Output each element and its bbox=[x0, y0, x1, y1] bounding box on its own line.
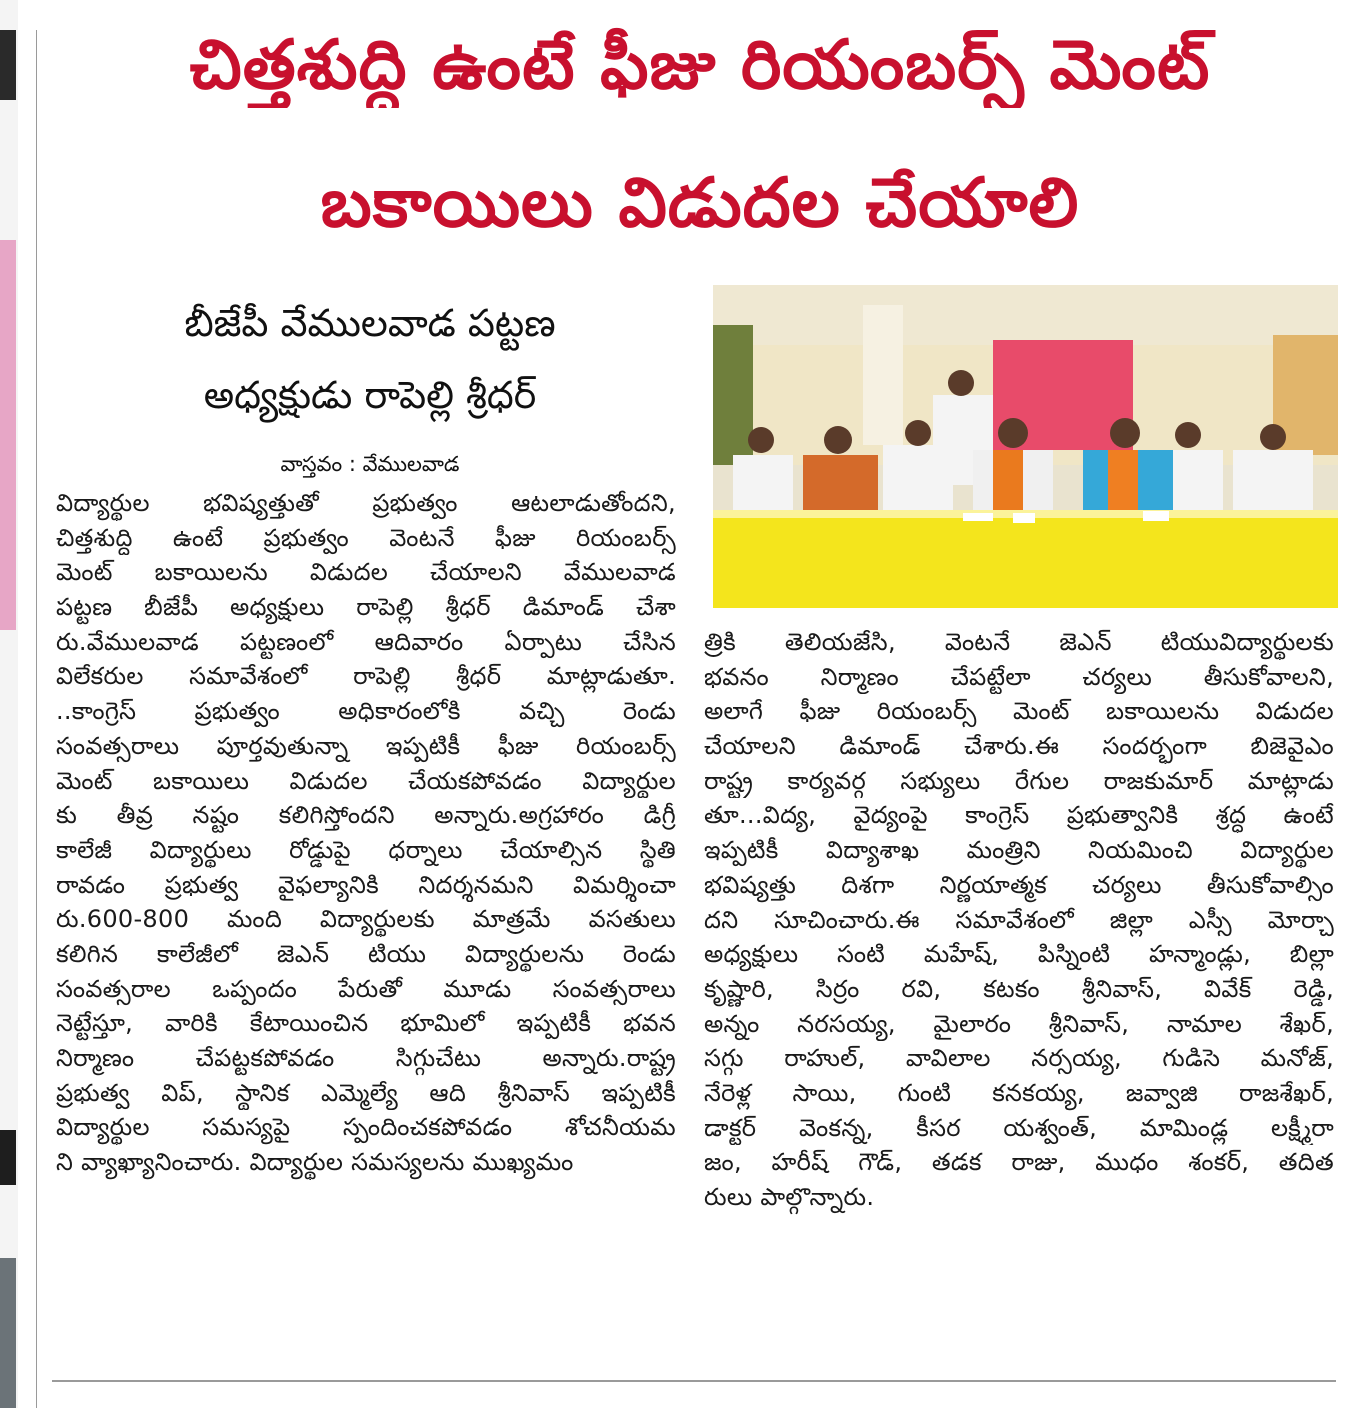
article-body-line: చిత్తశుద్ధి ఉంటే ప్రభుత్వం వెంటనే ఫీజు రియంబర్స్ bbox=[56, 523, 676, 552]
article-body-line: రు.వేములవాడ పట్టణంలో ఆదివారం ఏర్పాటు చేసిన bbox=[56, 627, 676, 656]
article-body-line: సగ్గు రాహుల్, వావిలాల నర్సయ్య, గుడిసె మనోజ్, bbox=[704, 1044, 1334, 1073]
bottom-rule bbox=[52, 1380, 1336, 1382]
article-body-line: మెంట్ బకాయిలు విడుదల చేయకపోవడం విద్యార్థుల bbox=[56, 766, 676, 795]
article-body-line: చేయాలని డిమాండ్ చేశారు.ఈ సందర్భంగా బిజెవైఎం bbox=[704, 732, 1334, 761]
article-body-line: భవిష్యత్తు దిశగా నిర్ణయాత్మక చర్యలు తీసుకోవాల్సిం bbox=[704, 870, 1334, 899]
article-body-line: రావడం ప్రభుత్వ వైఫల్యానికి నిదర్శనమని విమర్శించా bbox=[56, 870, 676, 899]
article-body-line: పట్టణ బీజేపీ అధ్యక్షులు రాపెల్లి శ్రీధర్ డిమాండ్ చేశా bbox=[56, 593, 676, 622]
adjacent-page-fragment bbox=[0, 1130, 16, 1185]
article-body-line: కాలేజీ విద్యార్థులు రోడ్డుపై ధర్నాలు చేయాల్సిన స్థితి bbox=[56, 835, 676, 864]
column-divider bbox=[36, 30, 37, 1408]
press-meet-photo-illustration bbox=[713, 285, 1338, 608]
article-body-line: విద్యార్థుల భవిష్యత్తుతో ప్రభుత్వం ఆటలాడుతోందని, bbox=[56, 489, 676, 517]
article-body-line: రు.600-800 మంది విద్యార్థులకు మాత్రమే వసతులు bbox=[56, 905, 676, 934]
article-body-line: మెంట్ బకాయిలను విడుదల చేయాలని వేములవాడ bbox=[56, 558, 676, 587]
subheadline-line-1: బీజేపీ వేములవాడ పట్టణ bbox=[184, 301, 556, 345]
article-body-line: విలేకరుల సమావేశంలో రాపెల్లి శ్రీధర్ మాట్లాడుతూ. bbox=[56, 662, 676, 691]
headline-line-1: చిత్తశుద్ధి ఉంటే ఫీజు రియంబర్స్ మెంట్ bbox=[189, 26, 1211, 105]
article-body-line: ని వ్యాఖ్యానించారు. విద్యార్థుల సమస్యలను ముఖ్యమం bbox=[56, 1148, 574, 1177]
article-body-line: అధ్యక్షులు సంటి మహేష్, పిస్నింటి హన్మాండ్లు, బిల్లా bbox=[704, 940, 1334, 969]
adjacent-page-fragment bbox=[0, 240, 16, 630]
article-body-line: తూ...విద్య, వైద్యంపై కాంగ్రెస్ ప్రభుత్వానికి శ్రద్ధ ఉంటే bbox=[704, 801, 1334, 830]
subheadline-line-2: అధ్యక్షుడు రాపెల్లి శ్రీధర్ bbox=[203, 373, 537, 417]
article-body-line: నేరెళ్ల సాయి, గుంటి కనకయ్య, జవ్వాజి రాజశేఖర్, bbox=[704, 1078, 1334, 1107]
article-body-line: భవనం నిర్మాణం చేపట్టేలా చర్యలు తీసుకోవాలని, bbox=[704, 662, 1334, 691]
article-body-line: సంవత్సరాల ఒప్పందం పేరుతో మూడు సంవత్సరాలు bbox=[56, 974, 676, 1003]
article-body-line: కు తీవ్ర నష్టం కలిగిస్తోందని అన్నారు.అగ్రహారం డిగ్రీ bbox=[56, 801, 676, 830]
article-body-left-column bbox=[56, 486, 676, 1180]
article-body-line: డాక్టర్ వెంకన్న, కీసర యశ్వంత్, మామిండ్ల లక్ష్మీరా bbox=[704, 1113, 1334, 1142]
article-body-line: దని సూచించారు.ఈ సమావేశంలో జిల్లా ఎస్సీ మోర్చా bbox=[704, 905, 1334, 934]
article-body-line: నిర్మాణం చేపట్టకపోవడం సిగ్గుచేటు అన్నారు.రాష్ట్ర bbox=[56, 1044, 676, 1072]
article-body-line: కలిగిన కాలేజీలో జెఎన్ టియు విద్యార్థులను రెండు bbox=[56, 939, 676, 968]
adjacent-page-edge bbox=[0, 0, 18, 1408]
article-body-line: సంవత్సరాలు పూర్తవుతున్నా ఇప్పటికీ ఫీజు రియంబర్స్ bbox=[56, 731, 676, 760]
article-body-line: రులు పాల్గొన్నారు. bbox=[704, 1183, 875, 1211]
adjacent-page-fragment bbox=[0, 30, 16, 100]
article-body-line: కృష్ణారి, సిర్రం రవి, కటకం శ్రీనివాస్, వివేక్ రెడ్డి, bbox=[704, 974, 1334, 1003]
article-body-line: అలాగే ఫీజు రియంబర్స్ మెంట్ బకాయిలను విడుదల bbox=[704, 697, 1334, 726]
article-body-line: రాష్ట్ర కార్యవర్గ సభ్యులు రేగుల రాజకుమార్ మాట్లాడు bbox=[704, 766, 1334, 795]
article-body-line: జం, హరీష్ గౌడ్, తడక రాజు, ముధం శంకర్, తదిత bbox=[704, 1148, 1334, 1177]
article-body-line: ప్రభుత్వ విప్, స్థానిక ఎమ్మెల్యే ఆది శ్రీనివాస్ ఇప్పటికీ bbox=[56, 1078, 676, 1107]
article-body-line: త్రికి తెలియజేసి, వెంటనే జెఎన్ టియువిద్యార్థులకు bbox=[704, 628, 1334, 656]
press-meet-photo bbox=[713, 285, 1338, 608]
adjacent-page-fragment bbox=[0, 1258, 16, 1408]
article-body-line: విద్యార్థుల సమస్యపై స్పందించకపోవడం శోచనీయమ bbox=[56, 1113, 676, 1142]
headline-line-2: బకాయిలు విడుదల చేయాలి bbox=[320, 164, 1080, 243]
dateline: వాస్తవం : వేములవాడ bbox=[280, 452, 460, 476]
article-body-line: ఇప్పటికీ విద్యాశాఖ మంత్రిని నియమించి విద్యార్థుల bbox=[704, 836, 1334, 865]
article-body-right-column bbox=[704, 625, 1334, 1215]
article-body-line: అన్నం నరసయ్య, మైలారం శ్రీనివాస్, నామాల శేఖర్, bbox=[704, 1009, 1334, 1038]
article-body-line: నెట్టేస్తూ, వారికి కేటాయించిన భూమిలో ఇప్పటికీ భవన bbox=[56, 1009, 676, 1038]
article-body-line: ..కాంగ్రెస్ ప్రభుత్వం అధికారంలోకి వచ్చి రెండు bbox=[56, 697, 676, 726]
